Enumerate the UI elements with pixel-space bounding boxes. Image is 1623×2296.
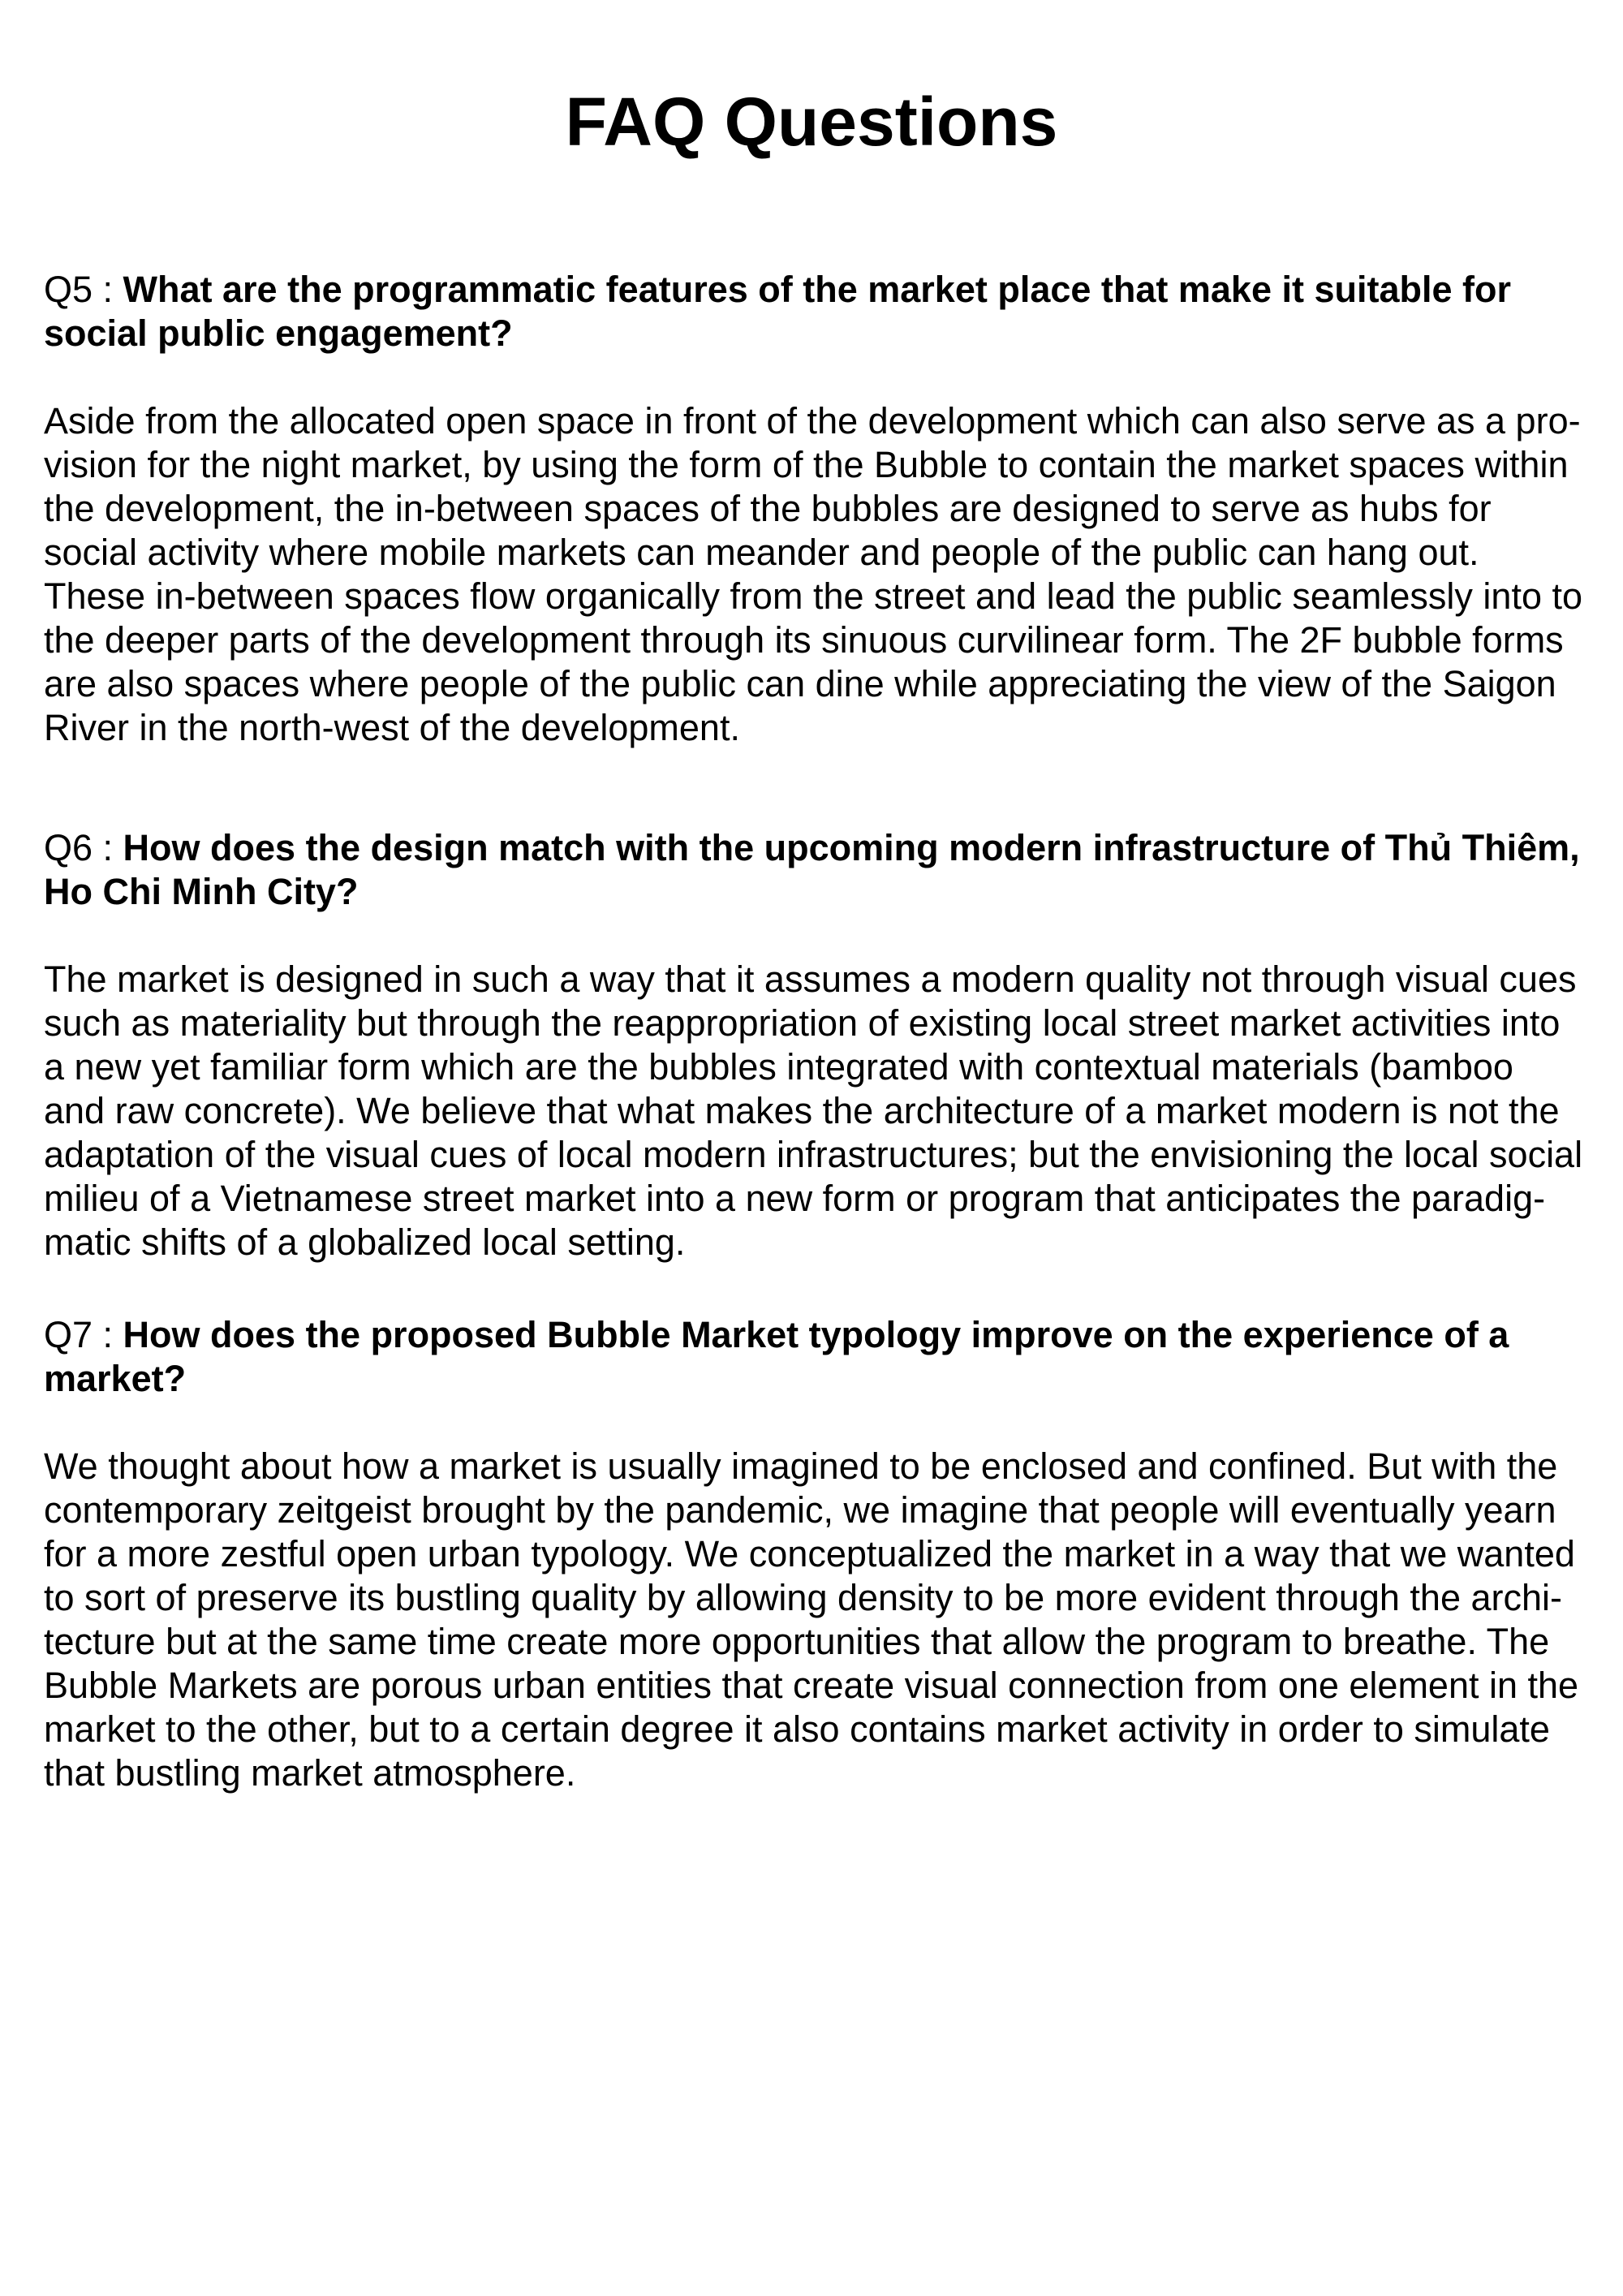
question-text: How does the proposed Bubble Market typology improve on the experience of a market? — [44, 1314, 1509, 1399]
faq-question — [44, 268, 1586, 355]
faq-question — [44, 1313, 1586, 1401]
faq-item-q7 — [44, 1313, 1586, 1795]
faq-item-q5 — [44, 268, 1586, 750]
page-title: FAQ Questions — [565, 84, 1058, 160]
faq-question — [44, 826, 1586, 914]
faq-answer: Aside from the allocated open space in front of the development which can also serve as a pro- vision for the night market, by using the form of the Bubble to contain the market spaces within the development, the in-between spaces of the bubbles are designed to serve as hubs for social activity where mobile markets can meander and people of the public can hang out. These in-between spaces flow organically from the street and lead the public seamlessly into to the deeper parts of the development through its sinuous curvilinear form. The 2F bubble forms are also spaces where people of the public can dine while appreciating the view of the Saigon River in the north-west of the development. — [44, 400, 1582, 748]
question-text: How does the design match with the upcoming modern infrastructure of Thủ Thiêm, Ho Chi Minh City? — [44, 827, 1580, 912]
question-text: What are the programmatic features of the market place that make it suitable for social public engagement? — [44, 269, 1512, 354]
faq-answer: We thought about how a market is usually imagined to be enclosed and confined. But with the contemporary zeitgeist brought by the pandemic, we imagine that people will eventually yearn for a more zestful open urban typology. We conceptualized the market in a way that we wanted to sort of preserve its bustling quality by allowing density to be more evident through the archi- tecture but at the same time create more opportunities that allow the program to breathe. The Bubble Markets are porous urban entities that create visual connection from one element in the market to the other, but to a certain degree it also contains market activity in order to simulate that bustling market atmosphere. — [44, 1445, 1579, 1794]
question-number: Q6 : — [44, 827, 123, 868]
faq-answer: The market is designed in such a way that it assumes a modern quality not through visual cues such as materiality but through the reappropriation of existing local street market activities into a new yet familiar form which are the bubbles integrated with contextual materials (bamboo and raw concrete). We believe that what makes the architecture of a market modern is not the adaptation of the visual cues of local modern infrastructures; but the envisioning the local social milieu of a Vietnamese street market into a new form or program that anticipates the paradig- matic shifts of a globalized local setting. — [44, 958, 1583, 1263]
faq-item-q6 — [44, 826, 1586, 1264]
question-number: Q7 : — [44, 1314, 123, 1355]
question-number: Q5 : — [44, 269, 123, 310]
